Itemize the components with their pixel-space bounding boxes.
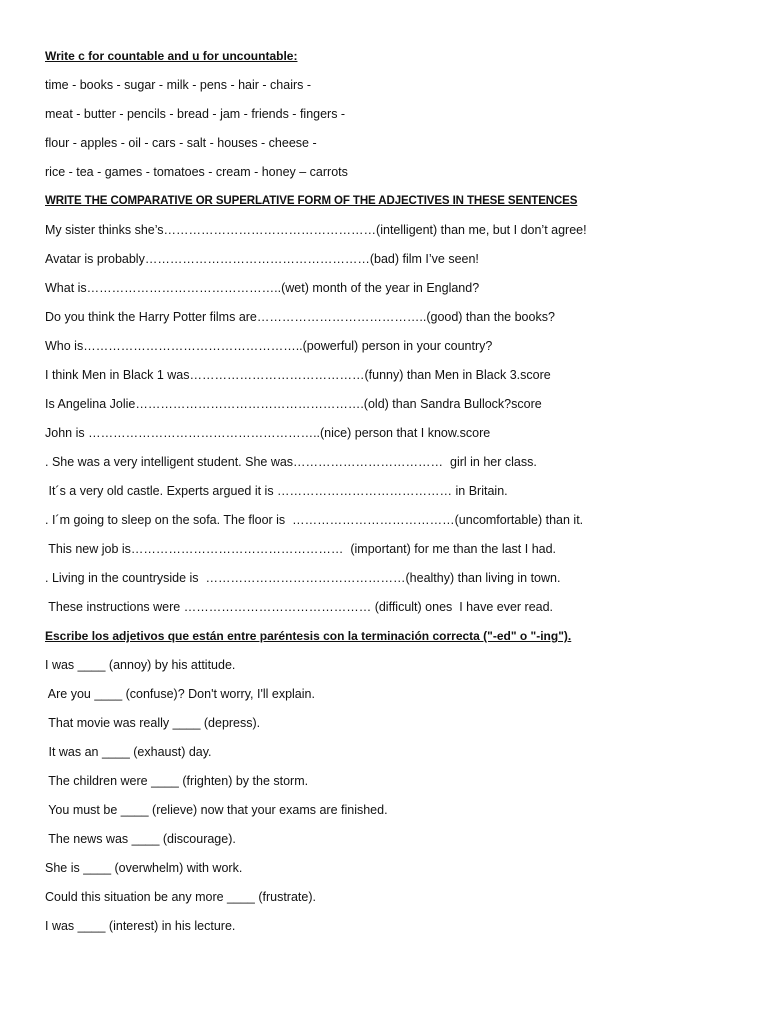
exercise-sentence: Do you think the Harry Potter films are…………………………………..(good) than the books? — [45, 310, 555, 324]
comparative-heading: WRITE THE COMPARATIVE OR SUPERLATIVE FORM OF THE ADJECTIVES IN THESE SENTENCES — [45, 195, 578, 207]
noun-list-line: flour - apples - oil - cars - salt - houses - cheese - — [45, 136, 317, 150]
ed-ing-heading: Escribe los adjetivos que están entre paréntesis con la terminación correcta ("-ed" o "-ing"). — [45, 629, 572, 643]
exercise-sentence: These instructions were ……………………………………… (difficult) ones I have ever read. — [45, 600, 554, 614]
exercise-sentence: The children were ____ (frighten) by the storm. — [45, 774, 309, 788]
countable-heading: Write c for countable and u for uncountable: — [45, 49, 298, 63]
exercise-sentence: . I´m going to sleep on the sofa. The floor is …………………………………(uncomfortable) than it. — [45, 513, 584, 527]
exercise-sentence: The news was ____ (discourage). — [45, 832, 236, 846]
noun-list-line: time - books - sugar - milk - pens - hair - chairs - — [45, 78, 312, 92]
noun-list-line: meat - butter - pencils - bread - jam - friends - fingers - — [45, 107, 346, 121]
noun-list-line: rice - tea - games - tomatoes - cream - honey – carrots — [45, 165, 348, 179]
worksheet — [45, 45, 745, 944]
exercise-sentence: That movie was really ____ (depress). — [45, 716, 261, 730]
exercise-sentence: Are you ____ (confuse)? Don't worry, I'll explain. — [45, 687, 315, 701]
exercise-sentence: It was an ____ (exhaust) day. — [45, 745, 212, 759]
exercise-sentence: I think Men in Black 1 was……………………………………(funny) than Men in Black 3.score — [45, 368, 551, 382]
exercise-sentence: You must be ____ (relieve) now that your exams are finished. — [45, 803, 388, 817]
exercise-sentence: I was ____ (annoy) by his attitude. — [45, 658, 236, 672]
exercise-sentence: . Living in the countryside is …………………………………………(healthy) than living in town. — [45, 571, 561, 585]
exercise-sentence: Who is……………………………………………..(powerful) person in your country? — [45, 339, 493, 353]
exercise-sentence: Avatar is probably………………………………………………(bad) film I’ve seen! — [45, 252, 479, 266]
exercise-sentence: She is ____ (overwhelm) with work. — [45, 861, 243, 875]
exercise-sentence: Could this situation be any more ____ (frustrate). — [45, 890, 316, 904]
exercise-sentence: John is ………………………………………………..(nice) person that I know.score — [45, 426, 491, 440]
exercise-sentence: It´s a very old castle. Experts argued it is …………………………………… in Britain. — [45, 484, 508, 498]
exercise-sentence: . She was a very intelligent student. She was……………………………… girl in her class. — [45, 455, 537, 469]
exercise-sentence: What is………………………………………..(wet) month of the year in England? — [45, 281, 480, 295]
exercise-sentence: This new job is…………………………………………… (important) for me than the last I had. — [45, 542, 557, 556]
exercise-sentence: My sister thinks she’s……………………………………………(intelligent) than me, but I don’t agree! — [45, 223, 587, 237]
exercise-sentence: I was ____ (interest) in his lecture. — [45, 919, 236, 933]
exercise-sentence: Is Angelina Jolie……………………………………………….(old) than Sandra Bullock?score — [45, 397, 542, 411]
